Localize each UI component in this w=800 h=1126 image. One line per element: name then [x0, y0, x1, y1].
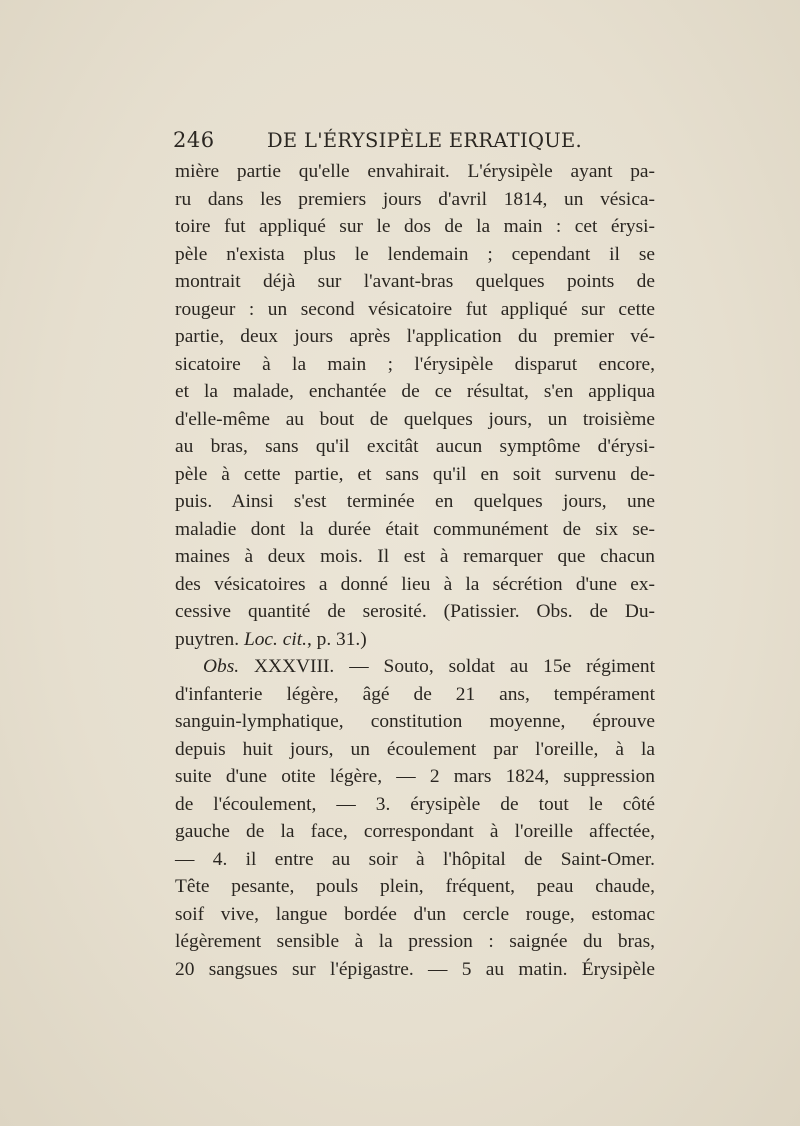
text-line-last: [175, 626, 655, 654]
text-line: depuis huit jours, un écoulement par l'oreille, à la: [175, 738, 655, 760]
text-line: pèle n'exista plus le lendemain ; cependant il se: [175, 243, 655, 265]
text-line: et la malade, enchantée de ce résultat, s'en appliqua: [175, 381, 655, 402]
text-line: d'infanterie légère, âgé de 21 ans, tempérament: [175, 683, 655, 705]
text-line: partie, deux jours après l'application du premier vé-: [175, 326, 655, 347]
text-line: Tête pesante, pouls plein, fréquent, peau chaude,: [175, 876, 655, 897]
text-line: gauche de la face, correspondant à l'oreille affectée,: [175, 821, 655, 842]
text-line: cessive quantité de serosité. (Patissier. Obs. de Du-: [175, 601, 655, 622]
body-text: [175, 158, 655, 983]
text-line: pèle à cette partie, et sans qu'il en soit survenu de-: [175, 463, 655, 485]
running-head: DE L'ÉRYSIPÈLE ERRATIQUE.: [267, 129, 583, 152]
text-line: maladie dont la durée était communément de six se-: [175, 518, 655, 540]
text-line-first: [175, 653, 655, 681]
text-line: montrait déjà sur l'avant-bras quelques points de: [175, 271, 655, 292]
text-line: sicatoire à la main ; l'érysipèle disparut encore,: [175, 353, 655, 375]
text-line: mière partie qu'elle envahirait. L'érysipèle ayant pa-: [175, 161, 655, 182]
text-line: ru dans les premiers jours d'avril 1814, un vésica-: [175, 188, 655, 210]
text-line: rougeur : un second vésicatoire fut appliqué sur cette: [175, 298, 655, 320]
obs-label-italic: Obs.: [203, 656, 240, 677]
text-line: d'elle-même au bout de quelques jours, un troisième: [175, 408, 655, 430]
page-number: 246: [173, 128, 215, 152]
text-line: puis. Ainsi s'est terminée en quelques jours, une: [175, 491, 655, 512]
text-run: , p. 31.): [306, 628, 367, 650]
text-line: des vésicatoires a donné lieu à la sécrétion d'une ex-: [175, 573, 655, 595]
observation-paragraph: [175, 653, 655, 983]
text-line: soif vive, langue bordée d'un cercle rouge, estomac: [175, 903, 655, 925]
paragraph-continued: [175, 158, 655, 653]
page-header: [173, 128, 655, 158]
text-line: toire fut appliqué sur le dos de la main : cet érysi-: [175, 216, 655, 237]
text-line: au bras, sans qu'il excitât aucun symptôme d'érysi-: [175, 436, 655, 457]
text-run: XXXVIII. — Souto, soldat au 15e régiment: [239, 656, 655, 677]
text-line: sanguin-lymphatique, constitution moyenne, éprouve: [175, 711, 655, 732]
text-line: 20 sangsues sur l'épigastre. — 5 au matin. Érysipèle: [175, 958, 655, 980]
text-line: — 4. il entre au soir à l'hôpital de Saint-Omer.: [175, 848, 655, 870]
text-line: suite d'une otite légère, — 2 mars 1824, suppression: [175, 766, 655, 787]
text-line: de l'écoulement, — 3. érysipèle de tout le côté: [175, 793, 655, 815]
text-line: légèrement sensible à la pression : saignée du bras,: [175, 931, 655, 952]
text-line: maines à deux mois. Il est à remarquer que chacun: [175, 546, 655, 567]
text-run: puytren.: [175, 628, 244, 650]
citation-italic: Loc. cit.: [243, 628, 307, 650]
